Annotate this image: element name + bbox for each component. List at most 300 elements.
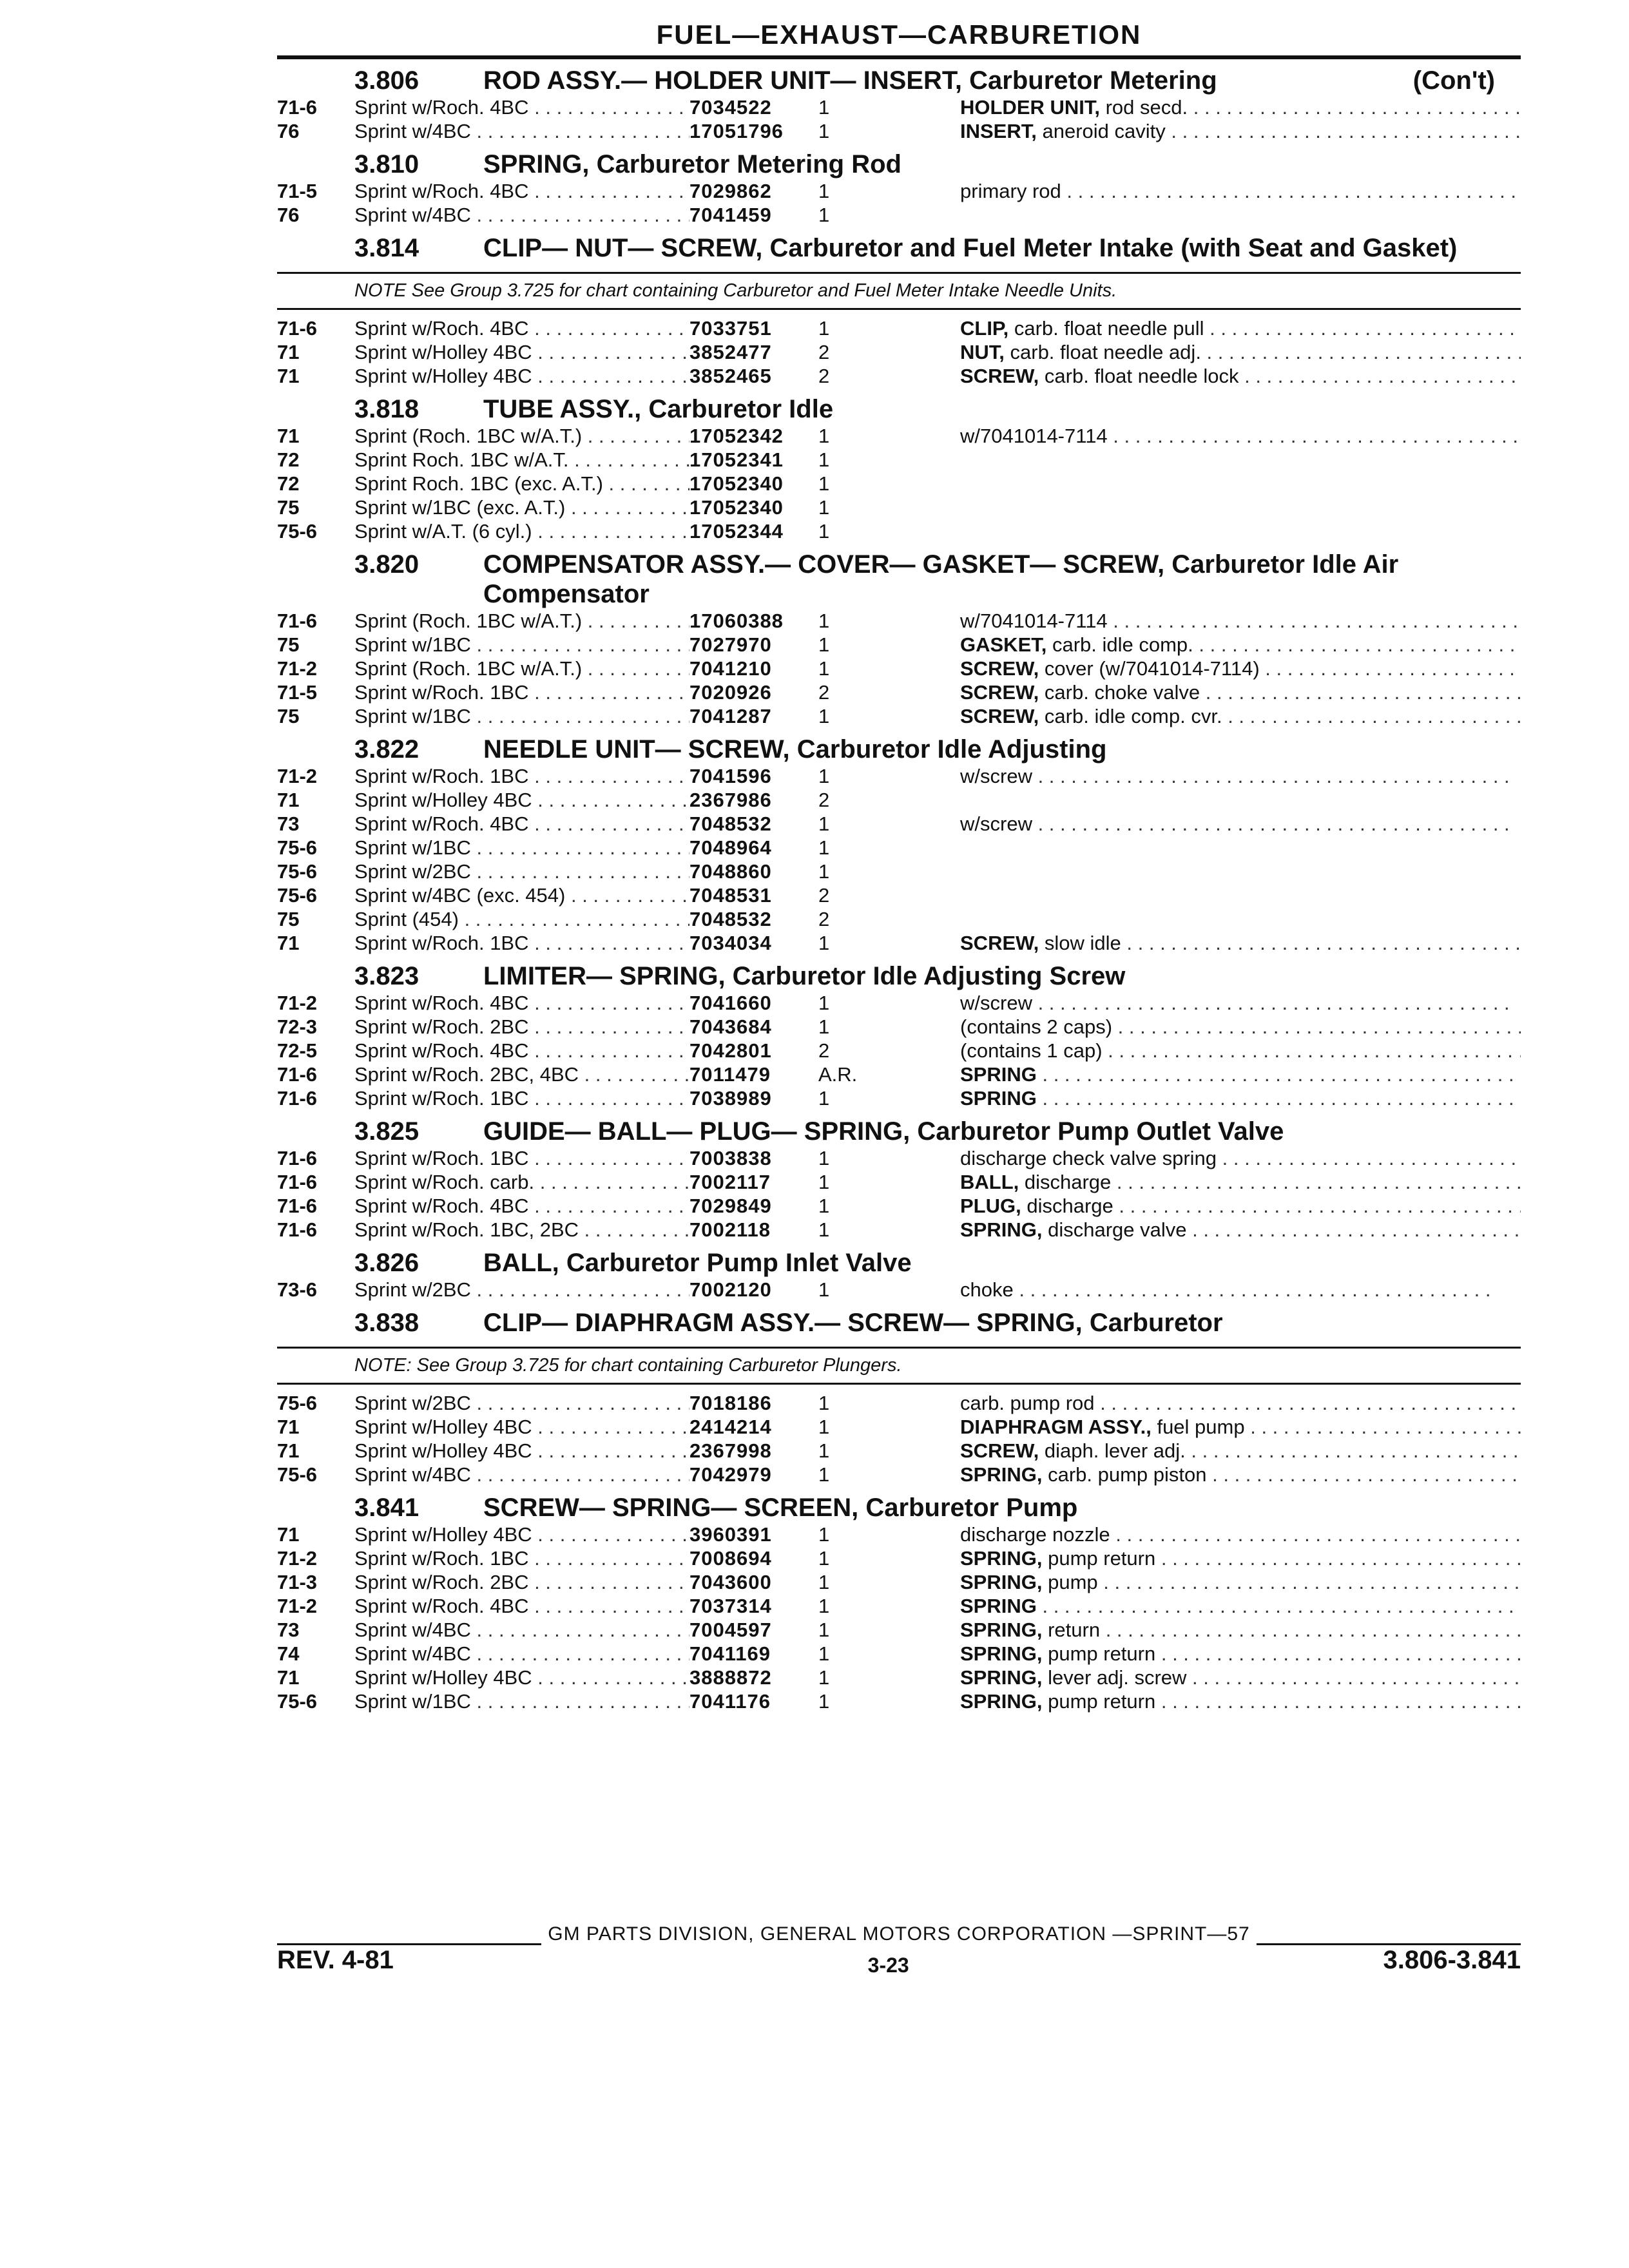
part-description	[960, 1146, 1521, 1170]
quantity: 1	[818, 932, 830, 954]
section-title	[277, 961, 1521, 991]
vehicle-model: Sprint w/Roch. 4BC . . .	[354, 179, 689, 203]
part-row	[277, 609, 1521, 633]
part-keyword: SPRING	[960, 1595, 1037, 1617]
part-keyword: NUT,	[960, 341, 1005, 363]
sections-container	[277, 66, 1521, 1713]
part-number: 7048964	[689, 836, 772, 859]
part-row	[277, 1415, 1521, 1439]
model-year: 71	[277, 1416, 300, 1438]
part-number: 7038989	[689, 1087, 772, 1110]
part-description	[960, 472, 1521, 495]
part-row	[277, 633, 1521, 657]
quantity: 1	[818, 1523, 830, 1546]
vehicle-model: Sprint w/1BC . . .	[354, 1689, 689, 1713]
part-description	[960, 495, 1521, 519]
quantity: 1	[818, 1642, 830, 1665]
part-description	[960, 1689, 1521, 1713]
part-keyword: CLIP,	[960, 317, 1009, 340]
section-heading: LIMITER— SPRING, Carburetor Idle Adjusting Screw	[483, 962, 1126, 990]
quantity: 1	[818, 1439, 830, 1462]
part-number: 7041596	[689, 765, 772, 787]
part-detail: w/screw	[960, 812, 1032, 835]
quantity: 1	[818, 633, 830, 656]
part-row	[277, 680, 1521, 704]
section-number: 3.823	[354, 962, 419, 990]
part-row	[277, 1170, 1521, 1194]
revision-label: REV. 4-81	[277, 1946, 394, 1974]
quantity: 1	[818, 812, 830, 835]
section-title	[277, 1248, 1521, 1278]
part-keyword: SCREW,	[960, 365, 1039, 387]
quantity: 1	[818, 204, 830, 226]
part-detail: carb. idle comp. cvr.	[1039, 705, 1222, 727]
part-number: 17052340	[689, 496, 784, 519]
part-detail: carb. choke valve	[1039, 681, 1200, 704]
section-heading: SCREW— SPRING— SCREEN, Carburetor Pump	[483, 1494, 1078, 1522]
vehicle-model: Sprint w/Roch. 2BC, 4BC . . .	[354, 1062, 689, 1086]
quantity: 1	[818, 1416, 830, 1438]
model-year: 71-6	[277, 317, 318, 340]
part-number: 7018186	[689, 1392, 772, 1414]
vehicle-model: Sprint w/A.T. (6 cyl.) . . .	[354, 519, 689, 543]
part-description	[960, 1523, 1521, 1546]
part-description	[960, 609, 1521, 633]
section-heading: ROD ASSY.— HOLDER UNIT— INSERT, Carburetor Metering	[483, 66, 1217, 95]
section-number: 3.810	[354, 150, 419, 178]
section-note: NOTE: See Group 3.725 for chart containing Carburetor Plungers.	[277, 1347, 1521, 1385]
part-number: 7041459	[689, 204, 772, 226]
model-year: 71-6	[277, 1195, 318, 1217]
part-description	[960, 179, 1521, 203]
model-year: 71-2	[277, 765, 318, 787]
part-row	[277, 704, 1521, 728]
part-number: 7033751	[689, 317, 772, 340]
part-keyword: SPRING,	[960, 1463, 1043, 1486]
part-description	[960, 1618, 1521, 1642]
part-keyword: SPRING,	[960, 1619, 1043, 1641]
model-year: 71-6	[277, 1171, 318, 1193]
quantity: 2	[818, 365, 830, 387]
quantity: 1	[818, 1690, 830, 1713]
part-row	[277, 1218, 1521, 1242]
part-keyword: SCREW,	[960, 932, 1039, 954]
model-year: 76	[277, 204, 300, 226]
part-number: 7002118	[689, 1218, 771, 1241]
section-number: 3.825	[354, 1117, 419, 1146]
part-description	[960, 704, 1521, 728]
model-year: 75-6	[277, 836, 318, 859]
part-number: 3960391	[689, 1523, 772, 1546]
part-description	[960, 448, 1521, 472]
model-year: 71-6	[277, 1063, 318, 1086]
part-description	[960, 860, 1521, 883]
vehicle-model: Sprint w/Roch. 2BC . . .	[354, 1570, 689, 1594]
part-keyword: SPRING,	[960, 1666, 1043, 1689]
part-keyword: BALL,	[960, 1171, 1019, 1193]
part-detail: fuel pump	[1151, 1416, 1245, 1438]
part-detail: discharge valve	[1042, 1218, 1187, 1241]
part-description	[960, 1015, 1521, 1039]
part-keyword: HOLDER UNIT,	[960, 96, 1100, 119]
part-detail: w/7041014-7114	[960, 425, 1108, 447]
vehicle-model: Sprint w/Holley 4BC . . .	[354, 1415, 689, 1439]
part-row	[277, 1086, 1521, 1110]
part-description	[960, 364, 1521, 388]
model-year: 75	[277, 633, 300, 656]
part-number: 7041210	[689, 657, 772, 680]
part-keyword: SPRING,	[960, 1571, 1043, 1593]
quantity: 1	[818, 705, 830, 727]
part-row	[277, 1439, 1521, 1463]
part-detail: carb. idle comp.	[1046, 633, 1193, 656]
continued-label: (Con't)	[1412, 66, 1495, 95]
quantity: 1	[818, 1171, 830, 1193]
part-description	[960, 1194, 1521, 1218]
part-description	[960, 1594, 1521, 1618]
part-number: 3888872	[689, 1666, 772, 1689]
part-row	[277, 316, 1521, 340]
section-heading: GUIDE— BALL— PLUG— SPRING, Carburetor Pump Outlet Valve	[483, 1117, 1284, 1146]
quantity: 2	[818, 789, 830, 811]
quantity: 1	[818, 860, 830, 883]
part-description	[960, 1039, 1521, 1062]
part-detail: carb. float needle adj.	[1004, 341, 1201, 363]
part-keyword: SPRING,	[960, 1642, 1043, 1665]
quantity: 2	[818, 681, 830, 704]
part-row	[277, 95, 1521, 119]
quantity: 1	[818, 180, 830, 202]
section-number: 3.820	[354, 550, 419, 579]
part-number: 7041176	[689, 1690, 771, 1713]
vehicle-model: Sprint w/Roch. 4BC . . .	[354, 1194, 689, 1218]
model-year: 71-3	[277, 1571, 318, 1593]
model-year: 71	[277, 789, 300, 811]
quantity: 1	[818, 472, 830, 495]
vehicle-model: Sprint w/Roch. 4BC . . .	[354, 95, 689, 119]
part-number: 3852465	[689, 365, 772, 387]
part-keyword: SCREW,	[960, 705, 1039, 727]
part-detail: pump return	[1042, 1547, 1156, 1570]
quantity: 1	[818, 836, 830, 859]
model-year: 71	[277, 425, 300, 447]
section-number: 3.806	[354, 66, 419, 95]
section-number: 3.826	[354, 1249, 419, 1277]
model-year: 75	[277, 496, 300, 519]
quantity: 1	[818, 1278, 830, 1301]
part-row	[277, 364, 1521, 388]
model-year: 75-6	[277, 1690, 318, 1713]
vehicle-model: Sprint w/2BC . . .	[354, 1278, 689, 1302]
part-detail: pump	[1042, 1571, 1098, 1593]
part-number: 17052341	[689, 448, 784, 471]
part-detail: discharge	[1021, 1195, 1113, 1217]
vehicle-model: Sprint Roch. 1BC w/A.T. . . .	[354, 448, 689, 472]
quantity: 1	[818, 1218, 830, 1241]
part-number: 7008694	[689, 1547, 772, 1570]
part-row	[277, 836, 1521, 860]
part-description	[960, 1218, 1521, 1242]
section-heading: BALL, Carburetor Pump Inlet Valve	[483, 1249, 912, 1277]
vehicle-model: Sprint w/2BC . . .	[354, 860, 689, 883]
vehicle-model: Sprint w/Holley 4BC . . .	[354, 1439, 689, 1463]
part-row	[277, 1194, 1521, 1218]
part-description	[960, 340, 1521, 364]
quantity: 1	[818, 1666, 830, 1689]
vehicle-model: Sprint w/4BC . . .	[354, 1618, 689, 1642]
part-row	[277, 1594, 1521, 1618]
vehicle-model: Sprint w/Roch. 4BC . . .	[354, 316, 689, 340]
part-description	[960, 1062, 1521, 1086]
part-description	[960, 883, 1521, 907]
section-heading: CLIP— DIAPHRAGM ASSY.— SCREW— SPRING, Carburetor	[483, 1309, 1223, 1337]
quantity: 1	[818, 425, 830, 447]
part-description	[960, 1570, 1521, 1594]
quantity: 1	[818, 448, 830, 471]
quantity: 1	[818, 1015, 830, 1038]
quantity: 1	[818, 120, 830, 142]
vehicle-model: Sprint (454) . . .	[354, 907, 689, 931]
part-number: 7003838	[689, 1147, 772, 1169]
part-keyword: SCREW,	[960, 1439, 1039, 1462]
vehicle-model: Sprint w/4BC . . .	[354, 1642, 689, 1666]
part-keyword: SPRING,	[960, 1547, 1043, 1570]
part-row	[277, 931, 1521, 955]
part-number: 7048532	[689, 812, 772, 835]
quantity: 1	[818, 1463, 830, 1486]
vehicle-model: Sprint w/Holley 4BC . . .	[354, 340, 689, 364]
part-number: 7041287	[689, 705, 772, 727]
part-row	[277, 788, 1521, 812]
model-year: 72	[277, 448, 300, 471]
quantity: 2	[818, 1039, 830, 1062]
vehicle-model: Sprint w/2BC . . .	[354, 1391, 689, 1415]
vehicle-model: Sprint w/Roch. 1BC . . .	[354, 931, 689, 955]
part-description	[960, 1463, 1521, 1486]
model-year: 71	[277, 1523, 300, 1546]
part-description	[960, 764, 1521, 788]
part-number: 2367998	[689, 1439, 772, 1462]
part-row	[277, 1570, 1521, 1594]
model-year: 75-6	[277, 884, 318, 907]
section-title	[277, 1493, 1521, 1523]
quantity: 1	[818, 1571, 830, 1593]
part-keyword: GASKET,	[960, 633, 1047, 656]
quantity: 1	[818, 1087, 830, 1110]
part-row	[277, 1618, 1521, 1642]
vehicle-model: Sprint (Roch. 1BC w/A.T.) . . .	[354, 424, 689, 448]
section-title	[277, 1117, 1521, 1146]
quantity: 1	[818, 1392, 830, 1414]
part-row	[277, 203, 1521, 227]
model-year: 71	[277, 1439, 300, 1462]
part-detail: choke	[960, 1278, 1014, 1301]
part-number: 7043684	[689, 1015, 772, 1038]
quantity: 2	[818, 884, 830, 907]
quantity: 1	[818, 992, 830, 1014]
part-number: 7020926	[689, 681, 772, 704]
part-keyword: SPRING	[960, 1063, 1037, 1086]
part-detail: slow idle	[1039, 932, 1121, 954]
part-number: 7011479	[689, 1063, 771, 1086]
part-description	[960, 1642, 1521, 1666]
section-title	[277, 394, 1521, 424]
footer-rule-right	[1257, 1930, 1521, 1945]
model-year: 71-6	[277, 1218, 318, 1241]
part-detail: w/screw	[960, 765, 1032, 787]
part-row	[277, 1146, 1521, 1170]
part-detail: primary rod	[960, 180, 1061, 202]
part-description	[960, 203, 1521, 227]
part-row	[277, 1391, 1521, 1415]
quantity: 1	[818, 317, 830, 340]
part-row	[277, 472, 1521, 495]
part-row	[277, 519, 1521, 543]
model-year: 74	[277, 1642, 300, 1665]
model-year: 71	[277, 932, 300, 954]
section-title	[277, 233, 1521, 263]
vehicle-model: Sprint w/1BC (exc. A.T.) . . .	[354, 495, 689, 519]
part-detail: w/screw	[960, 992, 1032, 1014]
footer-division: GM PARTS DIVISION, GENERAL MOTORS CORPORATION —SPRINT—57	[548, 1923, 1250, 1945]
part-detail: (contains 2 caps)	[960, 1015, 1113, 1038]
part-number: 2414214	[689, 1416, 772, 1438]
vehicle-model: Sprint Roch. 1BC (exc. A.T.) . . .	[354, 472, 689, 495]
part-row	[277, 448, 1521, 472]
model-year: 71	[277, 1666, 300, 1689]
part-detail: carb. float needle pull	[1008, 317, 1204, 340]
part-number: 3852477	[689, 341, 772, 363]
part-description	[960, 991, 1521, 1015]
part-description	[960, 1278, 1521, 1302]
section-heading: TUBE ASSY., Carburetor Idle	[483, 395, 834, 423]
vehicle-model: Sprint w/4BC . . .	[354, 119, 689, 143]
quantity: 1	[818, 1619, 830, 1641]
section-heading: COMPENSATOR ASSY.— COVER— GASKET— SCREW, Carburetor Idle Air Compensator	[483, 550, 1399, 608]
part-row	[277, 179, 1521, 203]
part-number: 7029849	[689, 1195, 772, 1217]
vehicle-model: Sprint w/Roch. 2BC . . .	[354, 1015, 689, 1039]
model-year: 71-6	[277, 610, 318, 632]
part-description	[960, 788, 1521, 812]
quantity: 1	[818, 520, 830, 543]
part-row	[277, 1689, 1521, 1713]
part-number: 7002120	[689, 1278, 772, 1301]
model-year: 75	[277, 908, 300, 930]
part-number: 7041169	[689, 1642, 771, 1665]
section-title	[277, 66, 1521, 95]
part-row	[277, 991, 1521, 1015]
part-number: 17060388	[689, 610, 784, 632]
part-row	[277, 495, 1521, 519]
part-keyword: INSERT,	[960, 120, 1037, 142]
vehicle-model: Sprint w/Roch. 4BC . . .	[354, 1039, 689, 1062]
part-row	[277, 1463, 1521, 1486]
model-year: 71-6	[277, 1087, 318, 1110]
model-year: 71-6	[277, 96, 318, 119]
part-description	[960, 1439, 1521, 1463]
part-number: 17052342	[689, 425, 784, 447]
quantity: A.R.	[818, 1063, 858, 1086]
section-title	[277, 1308, 1521, 1338]
model-year: 75-6	[277, 860, 318, 883]
part-description	[960, 1170, 1521, 1194]
part-keyword: DIAPHRAGM ASSY.,	[960, 1416, 1152, 1438]
section-number: 3.814	[354, 234, 419, 262]
part-number: 7048860	[689, 860, 772, 883]
part-row	[277, 860, 1521, 883]
part-row	[277, 1642, 1521, 1666]
part-number: 7043600	[689, 1571, 772, 1593]
model-year: 72-3	[277, 1015, 318, 1038]
model-year: 71	[277, 341, 300, 363]
part-detail: pump return	[1042, 1642, 1156, 1665]
model-year: 71-6	[277, 1147, 318, 1169]
part-detail: discharge nozzle	[960, 1523, 1110, 1546]
vehicle-model: Sprint w/1BC . . .	[354, 633, 689, 657]
part-row	[277, 1523, 1521, 1546]
part-number: 7002117	[689, 1171, 771, 1193]
section-number: 3.841	[354, 1494, 419, 1522]
part-number: 7029862	[689, 180, 772, 202]
section-range: 3.806-3.841	[1383, 1946, 1521, 1974]
vehicle-model: Sprint w/Holley 4BC . . .	[354, 1523, 689, 1546]
part-keyword: SPRING,	[960, 1690, 1043, 1713]
part-row	[277, 1278, 1521, 1302]
part-detail: carb. pump piston	[1042, 1463, 1207, 1486]
quantity: 2	[818, 908, 830, 930]
section-heading: NEEDLE UNIT— SCREW, Carburetor Idle Adjusting	[483, 735, 1107, 764]
model-year: 75	[277, 705, 300, 727]
part-detail: lever adj. screw	[1042, 1666, 1187, 1689]
part-description	[960, 316, 1521, 340]
part-number: 7034522	[689, 96, 772, 119]
part-number: 7048532	[689, 908, 772, 930]
part-number: 17051796	[689, 120, 784, 142]
part-row	[277, 764, 1521, 788]
part-row	[277, 119, 1521, 143]
part-description	[960, 119, 1521, 143]
part-row	[277, 340, 1521, 364]
quantity: 1	[818, 657, 830, 680]
part-row	[277, 907, 1521, 931]
model-year: 75-6	[277, 1463, 318, 1486]
model-year: 71-2	[277, 1547, 318, 1570]
part-detail: (contains 1 cap)	[960, 1039, 1103, 1062]
part-detail: cover (w/7041014-7114)	[1039, 657, 1260, 680]
vehicle-model: Sprint w/Holley 4BC . . .	[354, 364, 689, 388]
quantity: 1	[818, 1547, 830, 1570]
part-row	[277, 424, 1521, 448]
section-note: NOTE See Group 3.725 for chart containing Carburetor and Fuel Meter Intake Needle Units.	[277, 272, 1521, 310]
vehicle-model: Sprint w/Holley 4BC . . .	[354, 1666, 689, 1689]
vehicle-model: Sprint w/Roch. 1BC . . .	[354, 1546, 689, 1570]
part-number: 17052340	[689, 472, 784, 495]
part-description	[960, 1546, 1521, 1570]
section-title	[277, 550, 1521, 609]
part-description	[960, 633, 1521, 657]
model-year: 71-5	[277, 681, 318, 704]
part-number: 7037314	[689, 1595, 772, 1617]
page-header: FUEL—EXHAUST—CARBURETION	[277, 19, 1521, 59]
part-keyword: PLUG,	[960, 1195, 1021, 1217]
quantity: 1	[818, 96, 830, 119]
vehicle-model: Sprint w/Roch. 4BC . . .	[354, 1594, 689, 1618]
model-year: 73-6	[277, 1278, 318, 1301]
quantity: 1	[818, 1147, 830, 1169]
footer	[277, 1946, 1521, 1977]
vehicle-model: Sprint w/1BC . . .	[354, 836, 689, 860]
